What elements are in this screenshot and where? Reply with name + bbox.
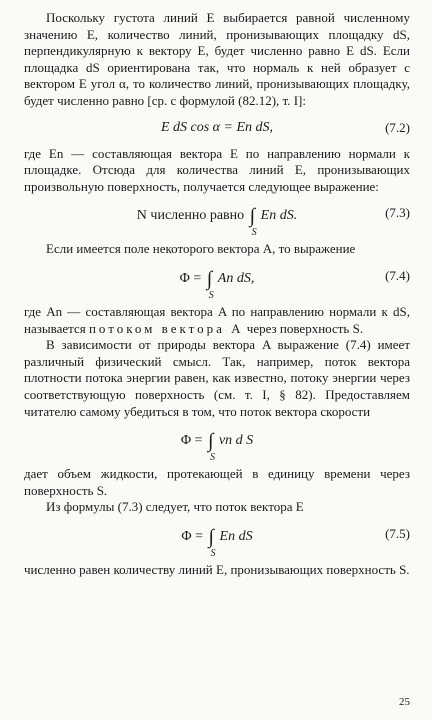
equation-7-4-number: (7.4) [385,267,410,283]
equation-7-4 [24,258,410,304]
paragraph-6: дает объем жидкости, протекающей в единицу времени через поверхность S. [24,466,410,498]
paragraph-8: численно равен количеству линий E, пронизывающих поверхность S. [24,561,410,577]
paragraph-4-start: где An — составляющая вектора A по направлению нормали к dS, называется [24,303,410,336]
equation-7-3-number: (7.3) [385,205,410,221]
equation-7-2-body: E dS cos α = En dS, [160,119,274,135]
paragraph-3: Если имеется поле некоторого вектора A, то выражение [46,241,356,257]
equation-7-2-number: (7.2) [385,119,410,135]
paragraph-1: Поскольку густота линий E выбирается равной численному значению E, количество линий, пронизывающих площадку dS, перпендикулярную к вектору E, будет численно равно E dS. Если площадка dS ориентирована так, что нормаль к ней образует с вектором E угол α, то количество линий, пронизывающих площадку, будет численно равно [ср. с формулой (82.12), т. I]: [24,10,410,108]
integral-sign: ∫ S [249,205,257,239]
equation-velocity-flux [24,420,410,466]
equation-7-4-left: Φ = [179,270,202,286]
integral-sign: ∫ S [208,525,216,559]
equation-7-3-left: N численно равно [136,208,245,224]
equation-7-5-right: En dS [219,528,253,544]
equation-7-3 [24,195,410,241]
integral-sign: ∫ S [206,267,214,301]
equation-velocity-left: Φ = [180,433,203,449]
equation-velocity-right: vn d S [218,433,254,449]
equation-7-5 [24,516,410,562]
paragraph-4 [24,304,410,337]
paragraph-7: Из формулы (7.3) следует, что поток вектора E [46,499,304,515]
paragraph-2: где En — составляющая вектора E по направлению нормали к площадке. Отсюда для количества линий E, пронизывающих произвольную поверхность, получается следующее выражение: [24,145,410,194]
page-number: 25 [399,696,410,708]
term-flux: потоком вектора A [88,320,244,336]
paragraph-4-end: через поверхность S. [246,320,364,336]
paragraph-5: В зависимости от природы вектора A выражение (7.4) имеет различный физический смысл. Так, например, поток вектора плотности потока энергии равен, как известно, потоку энергии через соответствующую поверхность (см. т. I, § 82). Предоставляем читателю самому убедиться в том, что поток вектора скорости [24,337,410,419]
equation-7-2 [24,110,410,146]
equation-7-5-number: (7.5) [385,525,410,541]
equation-7-4-right: An dS, [217,270,255,286]
equation-7-3-right: En dS. [260,208,298,224]
integral-sign: ∫ S [207,430,215,464]
equation-7-5-left: Φ = [181,528,204,544]
